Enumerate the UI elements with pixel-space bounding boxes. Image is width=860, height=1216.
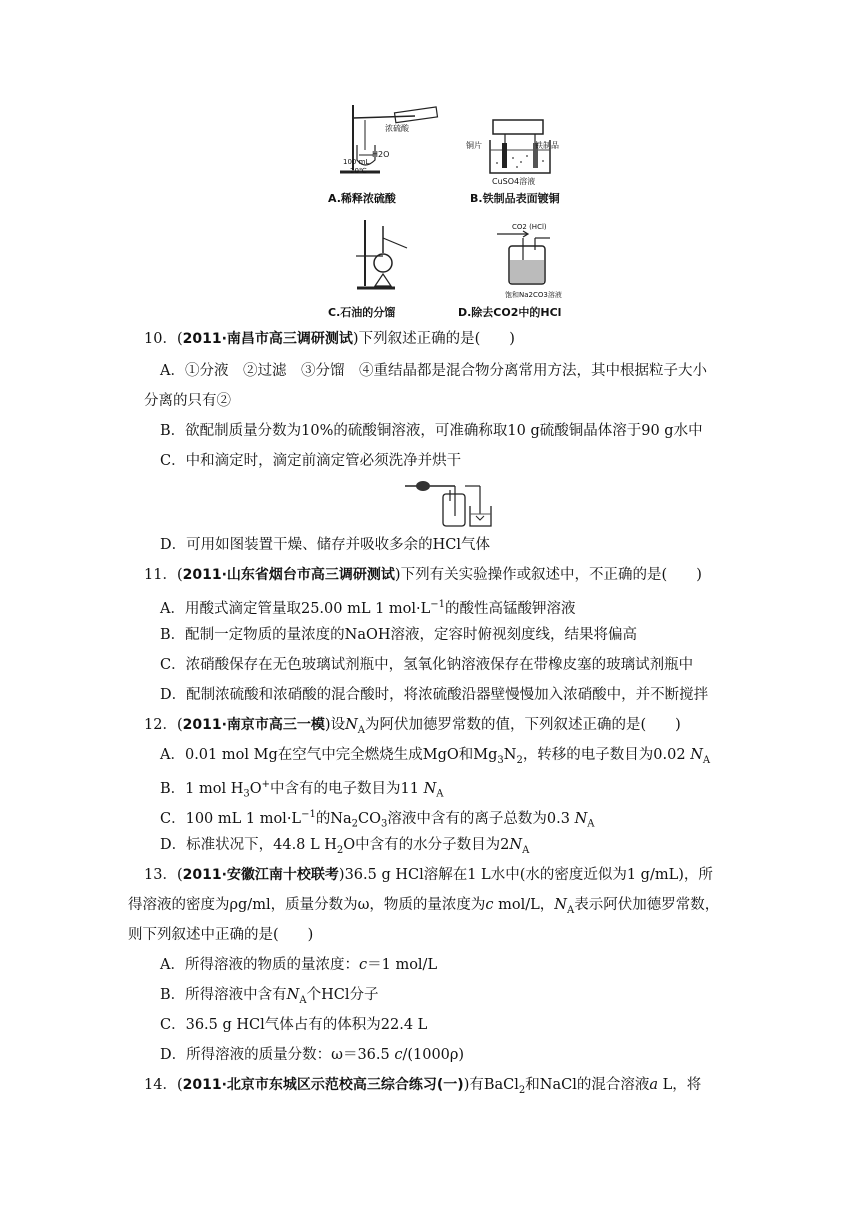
q12-option-b: B．1 mol $H_3O^+$中含有的电子数目为11 $N_A$: [160, 779, 444, 800]
q13-stem-end: 则下列叙述中正确的是( ): [128, 927, 314, 943]
q12-stem: 12．(2011·南京市高三一模)设$N_A$为阿伏加德罗常数的值，下列叙述正确的是( ): [144, 717, 681, 736]
q11-option-b: B．配制一定物质的量浓度的NaOH溶液，定容时俯视刻度线，结果将偏高: [160, 627, 638, 643]
q13-stem-cont: 得溶液的密度为ρg/ml，质量分数为ω，物质的量浓度为c mol/L，$N_A$表示阿伏加德罗常数，: [128, 897, 720, 916]
q11-option-c: C．浓硝酸保存在无色玻璃试剂瓶中，氢氧化钠溶液保存在带橡皮塞的玻璃试剂瓶中: [160, 657, 694, 673]
q10-stem: 10．(2011·南昌市高三调研测试)下列叙述正确的是( ): [144, 331, 515, 347]
q13-option-d: D．所得溶液的质量分数：ω＝36.5 c/(1000ρ): [160, 1047, 465, 1063]
label-iron-article: 铁制品: [535, 141, 559, 150]
label-100ml: 100 mL: [343, 158, 370, 166]
q12-option-a: A．0.01 mol Mg在空气中完全燃烧生成MgO和$Mg_3N_2$，转移的电子数目为0.02 $N_A$: [160, 747, 711, 766]
q12-option-c: C．100 mL 1 $mol\cdot L^{-1}$的$Na_2CO_3$溶液中含有的离子总数为0.3 $N_A$: [160, 809, 595, 830]
figure-c-diagram: [355, 218, 415, 293]
q10-option-a: A．①分液 ②过滤 ③分馏 ④重结晶都是混合物分离常用方法，其中根据粒子大小: [160, 363, 707, 379]
figure-c-caption: C.石油的分馏: [328, 306, 396, 319]
label-cuso4-solution: CuSO4溶液: [492, 177, 536, 186]
q11-option-a: A．用酸式滴定管量取25.00 mL 1 $mol\cdot L^{-1}$的酸性高锰酸钾溶液: [160, 599, 576, 617]
label-co2-hcl: CO2 (HCl): [512, 223, 547, 231]
q10-option-c: C．中和滴定时，滴定前滴定管必须洗净并烘干: [160, 453, 462, 469]
q11-option-d: D．配制浓硫酸和浓硝酸的混合酸时，将浓硫酸沿器壁慢慢加入浓硝酸中，并不断搅拌: [160, 687, 709, 703]
figure-d-diagram: [495, 228, 555, 288]
q12-option-d: D．标准状况下，44.8 L $H_2O$中含有的水分子数目为$2N_A$: [160, 837, 530, 856]
label-concentrated-sulfuric-acid: 浓硫酸: [385, 124, 409, 133]
label-water: H2O: [372, 150, 390, 159]
drying-absorption-apparatus: [405, 476, 495, 531]
q10-option-d: D．可用如图装置干燥、储存并吸收多余的HCl气体: [160, 537, 491, 553]
figure-a-caption: A.稀释浓硫酸: [328, 192, 396, 205]
label-saturated-na2co3: 饱和Na2CO3溶液: [505, 291, 562, 299]
q13-option-a: A．所得溶液的物质的量浓度：c＝1 mol/L: [160, 957, 438, 973]
q13-option-c: C．36.5 g HCl气体占有的体积为22.4 L: [160, 1017, 428, 1033]
q10-option-b: B．欲配制质量分数为10%的硫酸铜溶液，可准确称取10 g硫酸铜晶体溶于90 g水中: [160, 423, 703, 439]
figure-b-caption: B.铁制品表面镀铜: [470, 192, 560, 205]
q10-option-a-cont: 分离的只有②: [144, 393, 231, 409]
figure-d-caption: D.除去CO2中的HCl: [458, 306, 562, 319]
q13-stem: 13．(2011·安徽江南十校联考)36.5 g HCl溶解在1 L水中(水的密度近似为1 g/mL)，所: [144, 867, 713, 883]
q14-stem: 14．(2011·北京市东城区示范校高三综合练习(一))有BaCl$_2$和NaCl的混合溶液a L，将: [144, 1077, 702, 1096]
label-copper-sheet: 铜片: [466, 141, 482, 150]
q13-option-b: B．所得溶液中含有$N_A$个HCl分子: [160, 987, 379, 1006]
q11-stem: 11．(2011·山东省烟台市高三调研测试)下列有关实验操作或叙述中，不正确的是( ): [144, 567, 702, 583]
label-20c: 20℃: [350, 167, 367, 175]
